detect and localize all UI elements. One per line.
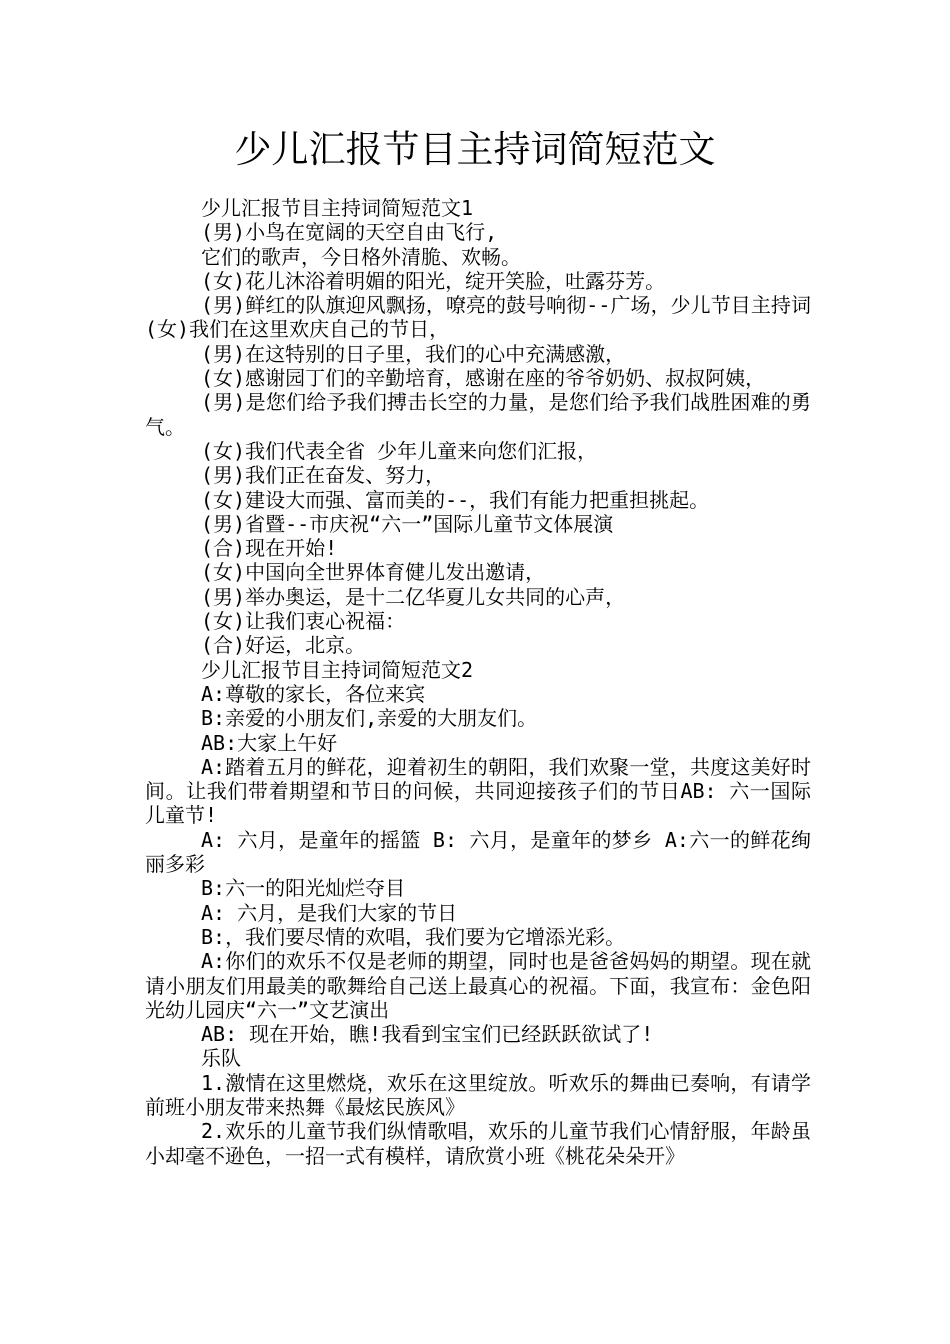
paragraph: (男)小鸟在宽阔的天空自由飞行, xyxy=(201,220,498,245)
paragraph: 它们的歌声，今日格外清脆、欢畅。 xyxy=(201,244,521,269)
paragraph: (男)在这特别的日子里，我们的心中充满感激， xyxy=(201,341,626,366)
paragraph: 2.欢乐的儿童节我们纵情歌唱，欢乐的儿童节我们心情舒服，年龄虽小却毫不逊色，一招一式有模样，请欣赏小班《桃花朵朵开》 xyxy=(145,1119,811,1168)
paragraph: A:尊敬的家长，各位来宾 xyxy=(201,681,426,706)
paragraph: AB:大家上午好 xyxy=(201,730,338,755)
paragraph: A:你们的欢乐不仅是老师的期望，同时也是爸爸妈妈的期望。现在就请小朋友们用最美的歌舞给自己送上最真心的祝福。下面，我宣布：金色阳光幼儿园庆“六一”文艺演出 xyxy=(145,949,811,1022)
paragraph: (女)花儿沐浴着明媚的阳光，绽开笑脸，吐露芬芳。 xyxy=(201,268,666,293)
paragraph: (女)建设大而强、富而美的--，我们有能力把重担挑起。 xyxy=(201,487,710,512)
paragraph: (合)现在开始! xyxy=(201,536,338,561)
paragraph: (男)鲜红的队旗迎风飘扬，嘹亮的鼓号响彻--广场，少儿节目主持词(女)我们在这里欢庆自己的节日， xyxy=(145,293,811,342)
paragraph: (男)我们正在奋发、努力， xyxy=(201,463,446,488)
paragraph: AB: 现在开始，瞧!我看到宝宝们已经跃跃欲试了! xyxy=(201,1022,654,1047)
paragraph: 1.激情在这里燃烧，欢乐在这里绽放。听欢乐的舞曲已奏响，有请学前班小朋友带来热舞《最炫民族风》 xyxy=(145,1070,811,1119)
paragraph: (女)中国向全世界体育健儿发出邀请， xyxy=(201,560,546,585)
paragraph: (女)让我们衷心祝福： xyxy=(201,609,406,634)
paragraph: 少儿汇报节目主持词简短范文2 xyxy=(201,657,474,682)
paragraph: B:，我们要尽情的欢唱，我们要为它增添光彩。 xyxy=(201,924,626,949)
paragraph: (男)是您们给予我们搏击长空的力量，是您们给予我们战胜困难的勇气。 xyxy=(145,390,811,439)
paragraph: (女)我们代表全省 少年儿童来向您们汇报， xyxy=(201,438,598,463)
paragraph: A:踏着五月的鲜花，迎着初生的朝阳，我们欢聚一堂，共度这美好时间。让我们带着期望和节日的问候，共同迎接孩子们的节日AB: 六一国际儿童节! xyxy=(145,754,811,828)
paragraph: (合)好运，北京。 xyxy=(201,633,366,658)
document-body xyxy=(145,196,811,1168)
paragraph: (男)省暨--市庆祝“六一”国际儿童节文体展演 xyxy=(201,511,614,536)
paragraph: (女)感谢园丁们的辛勤培育，感谢在座的爷爷奶奶、叔叔阿姨， xyxy=(201,366,766,391)
document-title: 少儿汇报节目主持词简短范文 xyxy=(234,128,716,171)
paragraph: 少儿汇报节目主持词简短范文1 xyxy=(201,196,474,220)
paragraph: A: 六月，是童年的摇篮 B: 六月，是童年的梦乡 A:六一的鲜花绚丽多彩 xyxy=(145,827,811,877)
paragraph: A: 六月，是我们大家的节日 xyxy=(201,900,458,925)
paragraph: 乐队 xyxy=(201,1046,241,1071)
paragraph: B:亲爱的小朋友们,亲爱的大朋友们。 xyxy=(201,706,538,731)
paragraph: B:六一的阳光灿烂夺目 xyxy=(201,876,406,901)
paragraph: (男)举办奥运，是十二亿华夏儿女共同的心声， xyxy=(201,584,626,609)
